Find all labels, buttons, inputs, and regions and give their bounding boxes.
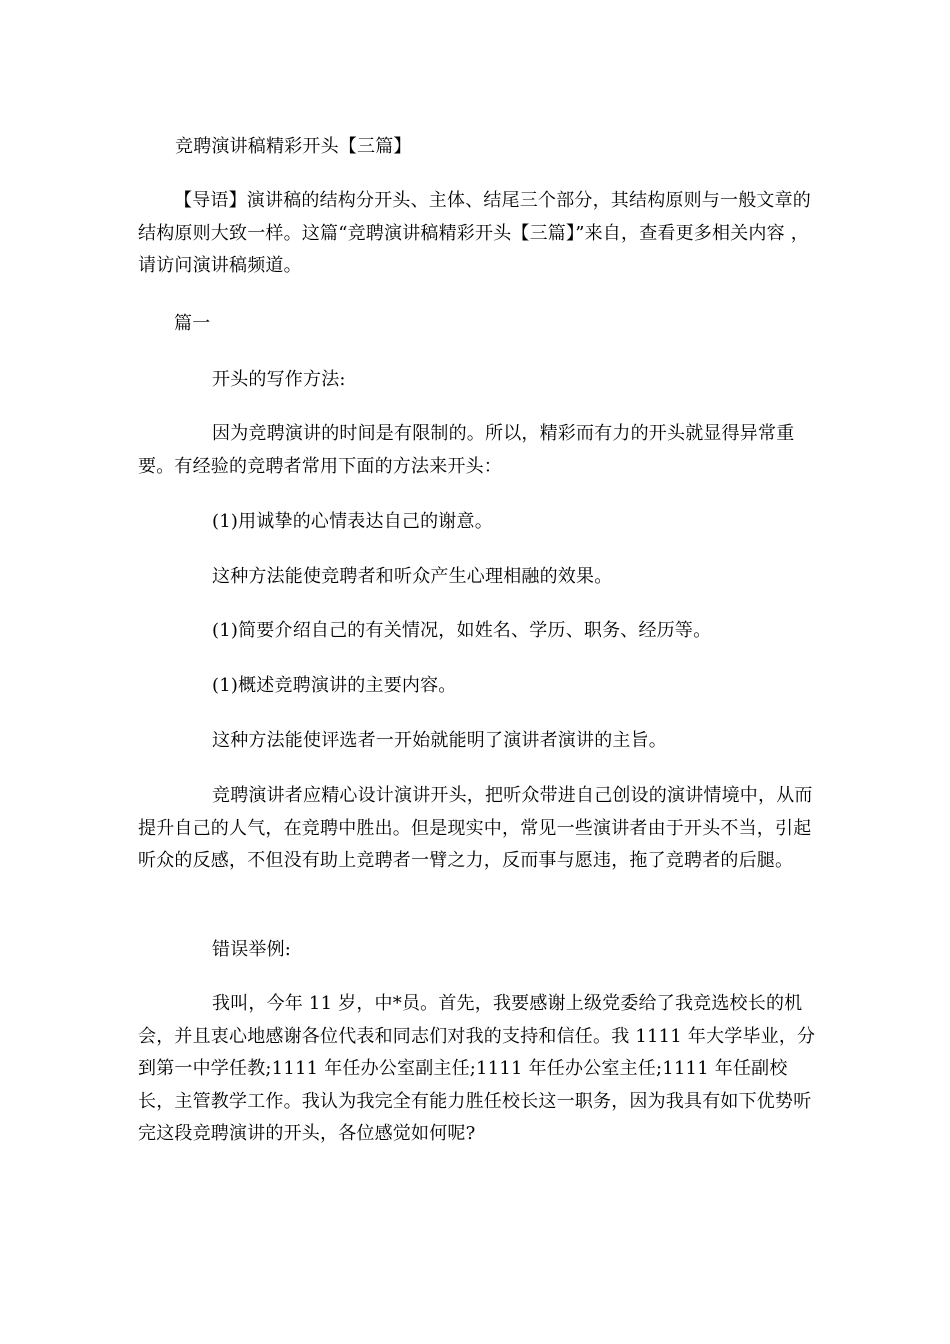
- paragraph-time-limit: 因为竞聘演讲的时间是有限制的。所以，精彩而有力的开头就显得异常重要。有经验的竞聘者常用下面的方法来开头：: [138, 423, 795, 477]
- paragraph-error-example: 我叫，今年 11 岁，中*员。首先，我要感谢上级党委给了我竞选校长的机会，并且衷心地感谢各位代表和同志们对我的支持和信任。我 1111 年大学毕业，分到第一中学任教;1111 年任办公室副主任;1111 年任办公室主任;1111 年任副校长，主管教学工作。我认为我完全有能力胜任校长这一职务，因为我具有如下优势听完这段竞聘演讲的开头，各位感觉如何呢?: [138, 993, 816, 1144]
- document-title: 竞聘演讲稿精彩开头【三篇】: [175, 136, 412, 157]
- intro-paragraph: 【导语】演讲稿的结构分开头、主体、结尾三个部分，其结构原则与一般文章的结构原则大致一样。这篇“竞聘演讲稿精彩开头【三篇】”来自，查看更多相关内容 ，请访问演讲稿频道。: [138, 190, 811, 276]
- paragraph-writing-method: 开头的写作方法:: [212, 369, 346, 390]
- list-item-introduce-self: (1)简要介绍自己的有关情况，如姓名、学历、职务、经历等。: [212, 620, 712, 641]
- list-item-gratitude: (1)用诚挚的心情表达自己的谢意。: [212, 511, 493, 532]
- paragraph-design-opening: 竞聘演讲者应精心设计演讲开头，把听众带进自己创设的演讲情境中，从而提升自己的人气，在竞聘中胜出。但是现实中，常见一些演讲者由于开头不当，引起听众的反感，不但没有助上竞聘者一臂之力，反而事与愿违，拖了竞聘者的后腿。: [138, 785, 813, 871]
- paragraph-error-example-heading: 错误举例:: [212, 939, 292, 960]
- paragraph-effect-2: 这种方法能使评选者一开始就能明了演讲者演讲的主旨。: [212, 730, 667, 751]
- paragraph-effect-1: 这种方法能使竞聘者和听众产生心理相融的效果。: [212, 566, 613, 587]
- list-item-summary: (1)概述竞聘演讲的主要内容。: [212, 675, 457, 696]
- section-heading-part-one: 篇一: [174, 313, 211, 334]
